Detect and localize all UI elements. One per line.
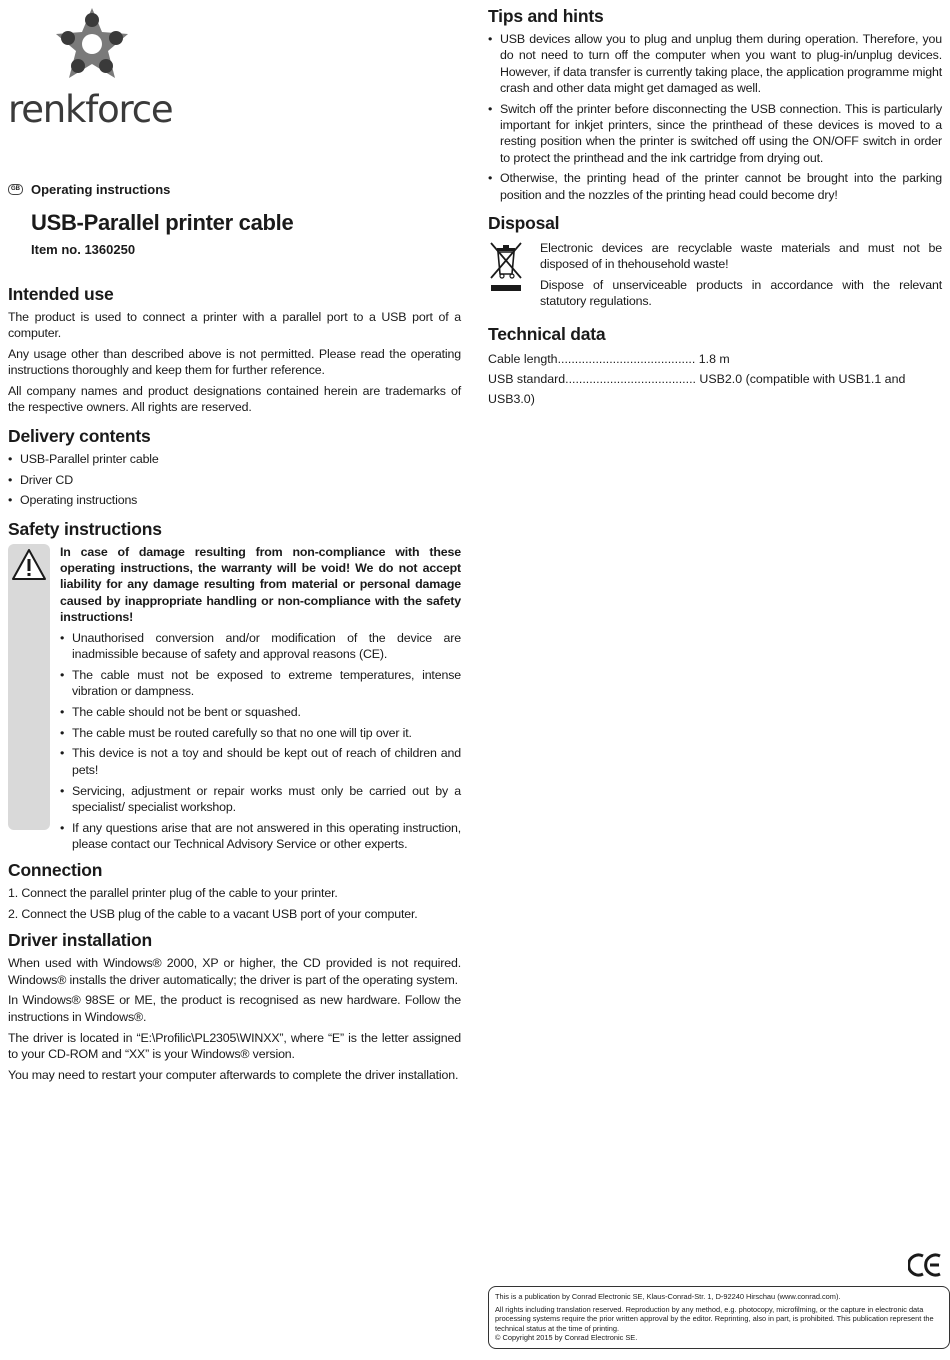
list-item: • Otherwise, the printing head of the printer cannot be brought into the parking position and the nozzles of the printing head could become dry! xyxy=(488,170,942,203)
technical-table xyxy=(488,349,942,409)
table-row xyxy=(488,369,942,409)
crossed-bin-icon xyxy=(488,240,524,296)
tech-label: USB standard xyxy=(488,371,566,386)
safety-list xyxy=(60,630,461,853)
safety-block xyxy=(8,544,461,853)
intended-use-heading: Intended use xyxy=(8,284,114,304)
warning-triangle-icon xyxy=(11,548,47,582)
ce-mark-icon xyxy=(908,1252,942,1278)
tips-list xyxy=(488,31,942,203)
disposal-block xyxy=(488,240,942,310)
tips-heading: Tips and hints xyxy=(488,6,604,26)
list-item: • The cable must not be exposed to extreme temperatures, intense vibration or dampness. xyxy=(60,667,461,700)
list-item: • The cable must be routed carefully so that no one will tip over it. xyxy=(60,725,461,741)
left-body xyxy=(8,283,461,1087)
intended-use-p3: All company names and product designations contained herein are trademarks of the respective owners. All rights are reserved. xyxy=(8,384,461,415)
safety-heading: Safety instructions xyxy=(8,518,162,539)
tech-value: 1.8 m xyxy=(698,351,730,366)
brand-name: renkforce xyxy=(8,88,173,131)
list-item: • The cable should not be bent or squashed. xyxy=(60,704,461,720)
technical-heading: Technical data xyxy=(488,323,606,344)
delivery-heading: Delivery contents xyxy=(8,425,151,446)
item-number: Item no. 1360250 xyxy=(31,242,136,257)
list-item: 2. Connect the USB plug of the cable to a vacant USB port of your computer. xyxy=(8,907,418,922)
list-item: • Servicing, adjustment or repair works must only be carried out by a specialist/ specialist workshop. xyxy=(60,783,461,816)
tech-dots: ........................................ xyxy=(557,351,696,366)
intended-use-p2: Any usage other than described above is not permitted. Please read the operating instructions thoroughly and keep them for further reference. xyxy=(8,347,461,378)
renkforce-star-icon xyxy=(52,6,132,82)
driver-p1: When used with Windows® 2000, XP or higher, the CD provided is not required. Windows® installs the driver automatically; the driver is part of the operating system. xyxy=(8,956,461,987)
list-item: • USB devices allow you to plug and unplug them during operation. Therefore, you do not need to turn off the computer when you want to plug-in/unplug devices. However, if data transfer is currently taking place, the application programme might crash and other data might get damaged as well. xyxy=(488,31,942,96)
list-item: • If any questions arise that are not answered in this operating instruction, please contact our Technical Advisory Service or other experts. xyxy=(60,820,461,853)
disposal-heading: Disposal xyxy=(488,212,560,233)
page-title: USB-Parallel printer cable xyxy=(31,210,294,235)
driver-heading: Driver installation xyxy=(8,930,153,951)
footer-line2: All rights including translation reserved. Reproduction by any method, e.g. photocopy, microfilming, or the capture in electronic data processing systems require the prior written approval by the editor. Reprinting, also in part, is prohibited. This publication represent the technical status at the time of printing. xyxy=(495,1304,934,1333)
right-column xyxy=(488,5,942,409)
list-item: • Operating instructions xyxy=(8,492,461,508)
footer-line1: This is a publication by Conrad Electronic SE, Klaus-Conrad-Str. 1, D-92240 Hirschau (www.conrad.com). xyxy=(495,1292,841,1301)
safety-warning: In case of damage resulting from non-compliance with these operating instructions, the warranty will be void! We do not accept liability for any damage resulting from material or personal damage caused by inappropriate handling or non-compliance with the safety instructions! xyxy=(60,544,461,624)
tech-value: USB2.0 (compatible with USB1.1 and USB3.0) xyxy=(488,371,906,406)
svg-text:CE: CE xyxy=(908,1252,910,1253)
warning-sidebar xyxy=(8,544,50,830)
list-item: • Driver CD xyxy=(8,472,461,488)
connection-steps xyxy=(8,885,461,922)
list-item: • This device is not a toy and should be kept out of reach of children and pets! xyxy=(60,745,461,778)
tech-dots: ...................................... xyxy=(565,371,696,386)
list-item: 1. Connect the parallel printer plug of the cable to your printer. xyxy=(8,886,338,901)
list-item: • Unauthorised conversion and/or modification of the device are inadmissible because of safety and approval reasons (CE). xyxy=(60,630,461,663)
intended-use-p1: The product is used to connect a printer with a parallel port to a USB port of a computer. xyxy=(8,310,461,341)
publication-footer xyxy=(488,1286,950,1349)
driver-p2: In Windows® 98SE or ME, the product is recognised as new hardware. Follow the instructions in Windows®. xyxy=(8,993,461,1024)
brand-logo xyxy=(8,6,178,131)
list-item: • USB-Parallel printer cable xyxy=(8,451,461,467)
driver-p4: You may need to restart your computer afterwards to complete the driver installation. xyxy=(8,1067,459,1082)
table-row xyxy=(488,349,942,369)
language-badge: GB xyxy=(8,184,23,195)
connection-heading: Connection xyxy=(8,860,103,881)
footer-copyright: © Copyright 2015 by Conrad Electronic SE. xyxy=(495,1333,638,1343)
tech-label: Cable length xyxy=(488,351,558,366)
doc-type: Operating instructions xyxy=(31,182,171,197)
list-item: • Switch off the printer before disconnecting the USB connection. This is particularly important for inkjet printers, since the printhead of these devices is moved to a resting position when the printer is switched off using the ON/OFF switch in order to protect the printhead and the ink cartridge from drying out. xyxy=(488,101,942,166)
driver-p3: The driver is located in “E:\Profilic\PL2305\WINXX”, where “E” is the letter assigned to your CD-ROM and “XX” is your Windows® version. xyxy=(8,1030,461,1061)
disposal-p1: Electronic devices are recyclable waste materials and must not be disposed of in thehousehold waste! xyxy=(540,240,942,272)
disposal-p2: Dispose of unserviceable products in accordance with the relevant statutory regulations. xyxy=(540,278,942,309)
delivery-list xyxy=(8,451,461,509)
document-header xyxy=(8,181,461,257)
